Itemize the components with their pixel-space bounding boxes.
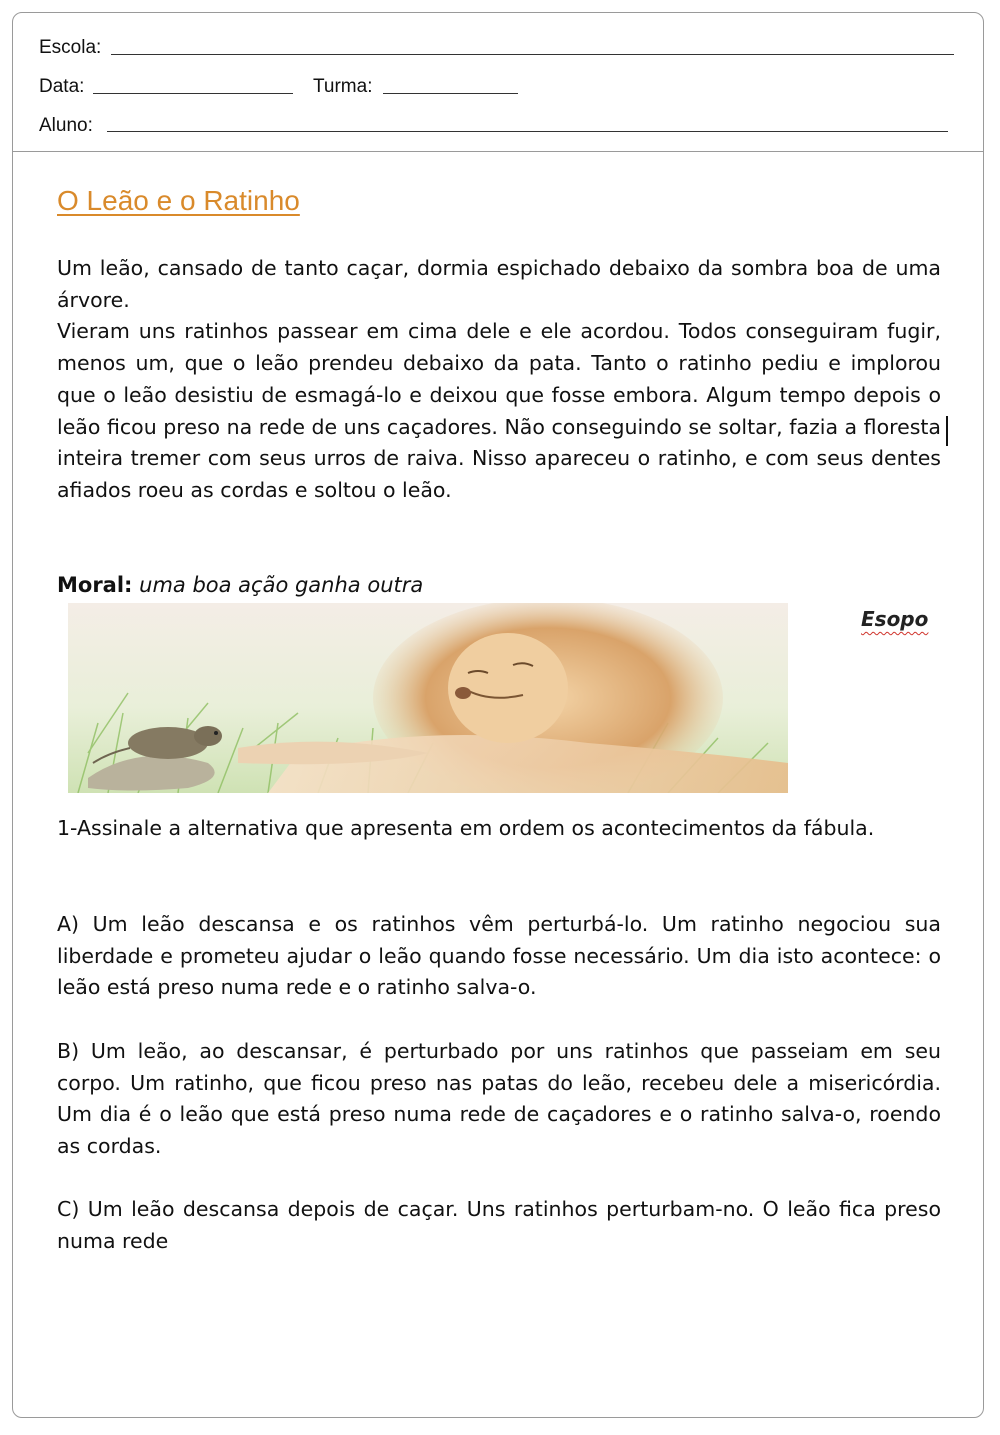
school-field-line[interactable] bbox=[111, 54, 954, 55]
option-c[interactable]: C) Um leão descansa depois de caçar. Uns ratinhos perturbam-no. O leão fica preso numa rede bbox=[57, 1197, 941, 1253]
text-cursor bbox=[946, 416, 948, 446]
option-a[interactable]: A) Um leão descansa e os ratinhos vêm perturbá-lo. Um ratinho negociou sua liberdade e prometeu ajudar o leão quando fosse necessário. Um dia isto acontece: o leão está preso numa rede e o ratinho salva-o. bbox=[57, 912, 941, 1000]
worksheet-frame bbox=[12, 12, 984, 1418]
story-text bbox=[57, 253, 941, 507]
school-label: Escola: bbox=[39, 37, 102, 58]
author-name: Esopo bbox=[861, 607, 929, 631]
date-label: Data: bbox=[39, 76, 85, 97]
story-paragraph-1: Um leão, cansado de tanto caçar, dormia espichado debaixo da sombra boa de uma árvore. bbox=[57, 256, 941, 312]
lion-mouse-illustration bbox=[68, 603, 788, 793]
story-title: O Leão e o Ratinho bbox=[57, 185, 300, 216]
option-b[interactable]: B) Um leão, ao descansar, é perturbado por uns ratinhos que passeiam em seu corpo. Um ratinho, que ficou preso nas patas do leão, recebeu dele a misericórdia. Um dia é o leão que está preso numa rede de caçadores e o ratinho salva-o, roendo as cordas. bbox=[57, 1039, 941, 1159]
class-field-line[interactable] bbox=[383, 93, 518, 94]
question-1: 1-Assinale a alternativa que apresenta em ordem os acontecimentos da fábula. bbox=[57, 816, 875, 840]
moral-text: uma boa ação ganha outra bbox=[139, 573, 424, 597]
header-section bbox=[13, 13, 983, 152]
story-paragraph-2: Vieram uns ratinhos passear em cima dele e ele acordou. Todos conseguiram fugir, menos um, que o leão prendeu debaixo da pata. Tanto o ratinho pediu e implorou que o leão desistiu de esmagá-lo e deixou que fosse embora. Algum tempo depois o leão ficou preso na rede de uns caçadores. Não conseguindo se soltar, fazia a floresta inteira tremer com seus urros de raiva. Nisso apareceu o ratinho, e com seus dentes afiados roeu as cordas e soltou o leão. bbox=[57, 319, 941, 502]
moral-label: Moral: bbox=[57, 573, 133, 597]
date-field-line[interactable] bbox=[93, 93, 293, 94]
class-label: Turma: bbox=[313, 76, 373, 97]
student-label: Aluno: bbox=[39, 115, 93, 136]
student-field-line[interactable] bbox=[107, 131, 948, 132]
moral-line bbox=[57, 573, 423, 597]
